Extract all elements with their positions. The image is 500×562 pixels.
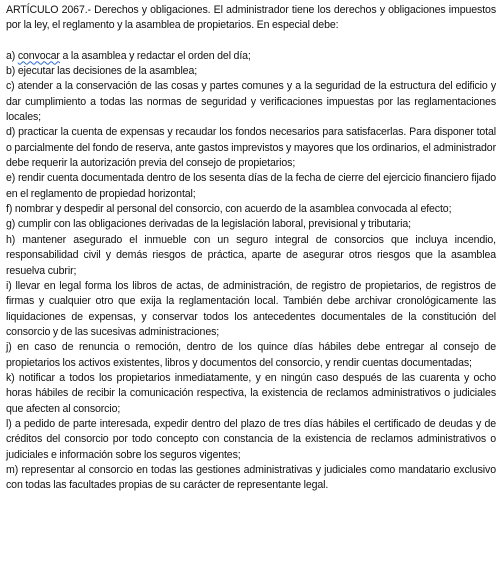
item-text: llevar en legal forma los libros de actas, de administración, de registro de propietarios, de registros de firmas y cualquier otro que exija la reglamentación local. También debe archivar cronológicamente las liquidaciones de expensas, y conservar todos los antecedentes documentales de la constitución del consorcio y de las sucesivas administraciones;	[6, 279, 496, 338]
spellcheck-word: convocar	[17, 49, 60, 62]
item-e	[6, 171, 496, 202]
item-letter: b)	[6, 65, 18, 78]
item-letter: a)	[6, 49, 18, 62]
item-letter: j)	[6, 341, 18, 354]
item-letter: m)	[6, 463, 22, 476]
item-d	[6, 125, 496, 171]
item-i	[6, 279, 496, 340]
item-letter: f)	[6, 203, 15, 216]
item-text: cumplir con las obligaciones derivadas de la legislación laboral, previsional y tributaria;	[17, 218, 412, 231]
item-text: a la asamblea y redactar el orden del día;	[59, 49, 251, 62]
item-j	[6, 340, 496, 371]
item-text: notificar a todos los propietarios inmediatamente, y en ningún caso después de las cuarenta y ocho horas hábiles de recibir la comunicación respectiva, la existencia de reclamos administrativos o judiciales que afecten al consorcio;	[6, 371, 496, 415]
item-text: a pedido de parte interesada, expedir dentro del plazo de tres días hábiles el certificado de deudas y de créditos del consorcio por todo concepto con constancia de la existencia de reclamos administrativos o judiciales e información sobre los seguros vigentes;	[6, 417, 496, 461]
item-f	[6, 202, 496, 217]
item-letter: i)	[6, 279, 16, 292]
item-letter: l)	[6, 417, 15, 430]
article-heading: ARTÍCULO 2067.- Derechos y obligaciones. El administrador tiene los derechos y obligaciones impuestos por la ley, el reglamento y la asamblea de propietarios. En especial debe:	[6, 4, 496, 32]
item-letter: d)	[6, 126, 19, 139]
item-letter: c)	[6, 80, 18, 93]
item-l	[6, 417, 496, 463]
item-text: mantener asegurado el inmueble con un seguro integral de consorcios que incluya incendio, responsabilidad civil y demás riesgos de práctica, aparte de asegurar otros riesgos que la asamblea resuelva cubrir;	[6, 233, 496, 277]
item-k	[6, 371, 496, 417]
item-g	[6, 217, 496, 232]
item-m	[6, 463, 496, 494]
item-text: atender a la conservación de las cosas y partes comunes y a la seguridad de la estructura del edificio y dar cumplimiento a todas las normas de seguridad y verificaciones impuestas por las reglamentaciones locales;	[6, 80, 496, 124]
item-a	[6, 49, 496, 64]
item-text: representar al consorcio en todas las gestiones administrativas y judiciales como mandatario exclusivo con todas las facultades propias de su carácter de representante legal.	[6, 463, 496, 492]
item-text: rendir cuenta documentada dentro de los sesenta días de la fecha de cierre del ejercicio financiero fijado en el reglamento de propiedad horizontal;	[6, 172, 496, 200]
item-letter: g)	[6, 218, 18, 231]
item-text: ejecutar las decisiones de la asamblea;	[17, 65, 198, 78]
item-text: en caso de renuncia o remoción, dentro de los quince días hábiles debe entregar al consejo de propietarios los activos existentes, libros y documentos del consorcio, y rendir cuentas documentadas;	[6, 341, 497, 369]
item-letter: h)	[6, 233, 23, 246]
item-letter: e)	[6, 172, 18, 185]
item-b	[6, 64, 496, 79]
item-letter: k)	[6, 371, 19, 384]
item-c	[6, 79, 496, 125]
item-text: practicar la cuenta de expensas y recaudar los fondos necesarios para satisfacerlas. Para disponer total o parcialmente del fondo de reserva, ante gastos imprevistos y mayores que los ordinarios, el administrador debe requerir la autorización previa del consejo de propietarios;	[6, 126, 496, 170]
item-h	[6, 233, 496, 279]
item-text: nombrar y despedir al personal del consorcio, con acuerdo de la asamblea convocada al efecto;	[14, 203, 452, 216]
